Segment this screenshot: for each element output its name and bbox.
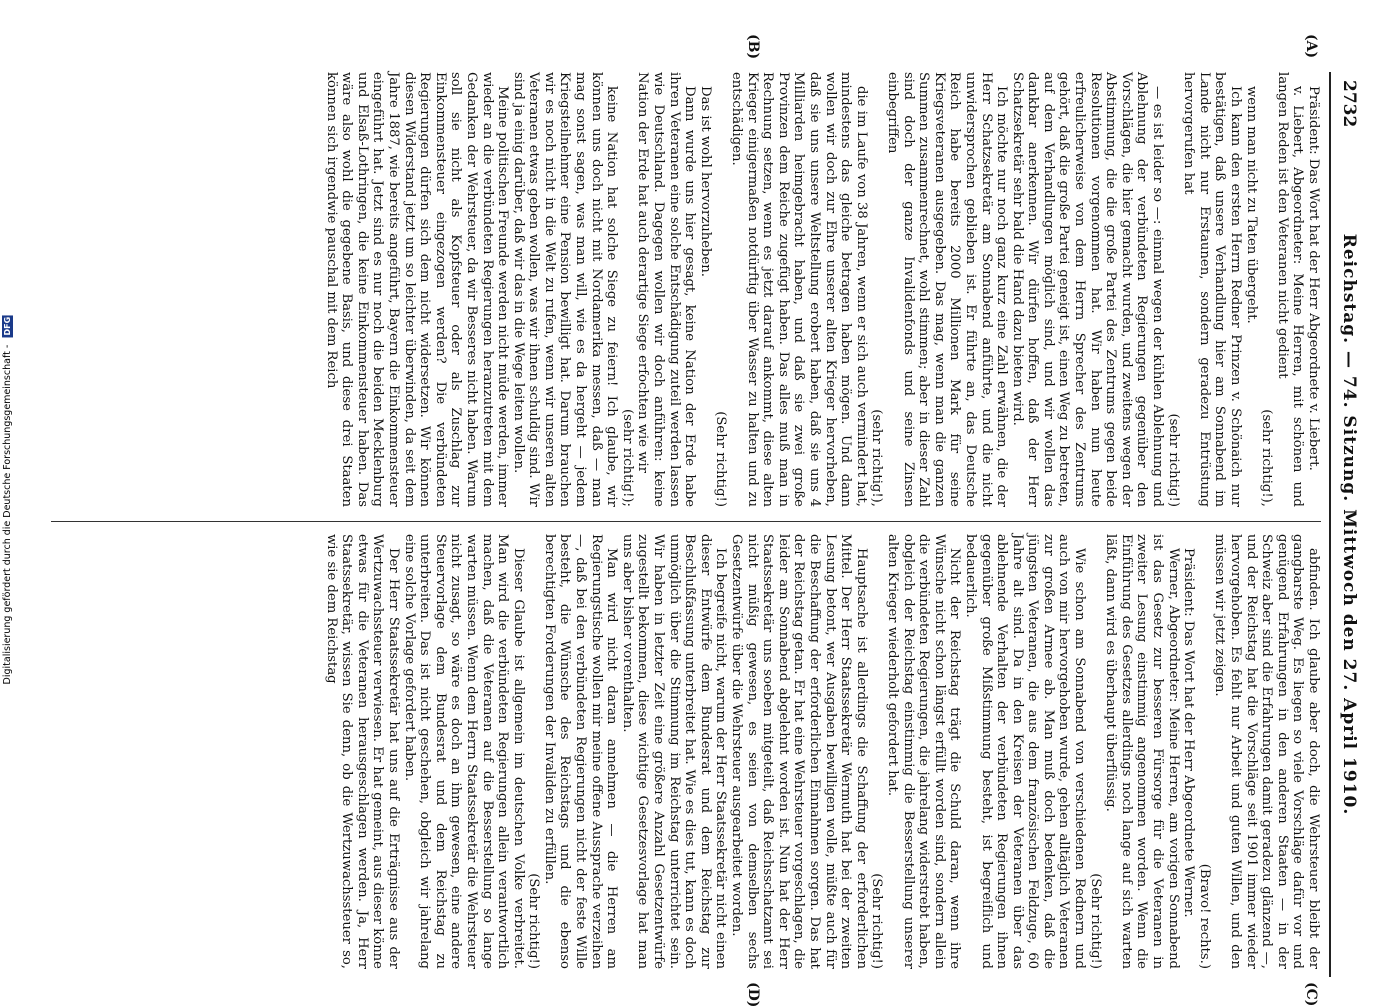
digitization-footer (0, 0, 14, 1000)
paragraph: (Sehr richtig!) (1087, 873, 1103, 969)
paragraph: (Bravo! rechts.) (1196, 863, 1212, 969)
paragraph: (Sehr richtig!) (526, 873, 542, 969)
paragraph: Nicht der Reichstag trägt die Schuld daran, wenn ihre Wünsche nicht schon längst erfüllt worden sind, sondern allein die verbündeten Regierungen, die jahrelang widerstrebt haben, obgleich der Reichstag einstimmig die Besserstellung unserer alten Krieger wiederholt gefordert hat. (884, 534, 963, 969)
margin-marker-c: (C) (1303, 982, 1319, 1007)
paragraph: Der Herr Staatssekretär hat uns auf die Erträgnisse aus der Wertzuwachssteuer verwiesen. Er hat gemeint, aus dieser könne etwas für die Veteranen herausgeschlagen werden. Ja, Herr Staatssekretär, wissen Sie denn, ob die Wertzuwachssteuer so, wie sie dem Reichstag (323, 534, 401, 969)
paragraph: die im Laufe von 38 Jahren, wenn er sich auch vermindert hat, mindestens das gleiche betragen haben mögen. Und dann wollen wir doch zur Ehre unserer alten Krieger hervorheben, daß sie uns unsere Weltstellung erobert haben, daß sie uns 4 Milliarden heimgebracht haben, und daß sie zwei große Provinzen dem Reiche zugefügt haben. Das alles muß man in Rechnung setzen, wenn es jetzt darauf ankommt, diese alten Krieger einigermaßen notdürftig über Wasser zu halten und zu entschädigen. (729, 72, 869, 507)
paragraph: (sehr richtig!), (869, 409, 885, 507)
right-text-column (323, 534, 1321, 969)
document-page (46, 34, 1361, 1007)
paragraph: (sehr richtig!); (619, 409, 635, 507)
column-separator (51, 521, 1321, 522)
paragraph: Präsident: Das Wort hat der Herr Abgeordnete Werner. (1181, 548, 1197, 918)
footer-text (2, 315, 13, 684)
margin-marker-d: (D) (745, 982, 761, 1007)
paragraph: Man wird nicht daran annehmen — die Herren am Regierungstische wollen mir meine offene Aussprache verzeihen —, daß bei den verbündeten Regierungen nicht der feste Wille besteht, die Wünsche des Reichstags und die ebenso berechtigten Forderungen der Invaliden zu erfüllen. (541, 534, 620, 969)
paragraph: Wie schon am Sonnabend von verschiedenen Rednern und auch von mir hervorgehoben wurde, gehen alltäglich Veteranen zur großen Armee ab. Man muß doch bedenken, daß die jüngsten Veteranen, die aus dem französischen Feldzuge, 60 Jahre alt sind. Da in den Kreisen der Veteranen über das ablehnende Verhalten der verbündeten Regierungen ihnen gegenüber große Mißstimmung besteht, ist begreiflich und bedauerlich. (962, 534, 1088, 969)
paragraph: v. Liebert, Abgeordneter: Meine Herren, mit schönen und langen Reden ist den Veteranen nicht gedient (1274, 72, 1306, 507)
margin-marker-a: (A) (1303, 34, 1319, 59)
page-number: 2732 (1339, 80, 1359, 128)
paragraph: (Sehr richtig!) (713, 411, 729, 507)
page-running-title: Reichstag. — 74. Sitzung. Mittwoch den 27. April 1910. (1339, 233, 1359, 816)
paragraph: Werner, Abgeordneter: Meine Herren, am vorigen Sonnabend ist das Gesetz zur besseren Fürsorge für die Veteranen in zweiter Lesung einstimmig angenommen worden. Wenn die Einführung des Gesetzes allerdings noch lange auf sich warten läßt, dann wird es überhaupt überflüssig. (1103, 534, 1181, 969)
paragraph: Das ist wohl hervorzuheben. (697, 86, 713, 277)
paragraph: abfinden. Ich glaube aber doch, die Wehrsteuer bleibt der gangbarste Weg. Es liegen so viele Vorschläge dafür vor und genügend Erfahrungen in den anderen Staaten — in der Schweiz aber sind die Erfahrungen damit geradezu glänzend —, und der Reichstag hat die Vorschläge seit 1901 immer wieder hervorgehoben. Es fehlt nur Arbeit und guten Willen, und den müssen wir jetzt zeigen. (1212, 534, 1321, 969)
footer-credit: Digitalisierung gefördert durch die Deutsche Forschungsgemeinschaft - (1, 344, 13, 685)
paragraph: — es ist leider so —: einmal wegen der kühlen Ablehnung und Ablehnung der verbündeten Regierungen gegenüber den Vorschlägen, die hier gemacht wurden, und zweitens wegen der Abstimmung, die die große Partei des Zentrums gegen beide Resolutionen vorgenommen hat. Wir haben nun heute erfreulicherweise von dem Herrn Sprecher des Zentrums gehört, daß die große Partei geneigt ist, einen Weg zu betreten, auf dem Verhandlungen möglich sind, und wir wollen das dankbar anerkennen. Wir dürfen hoffen, daß der Herr Schatzsekretär sehr bald die Hand dazu bieten wird. (1009, 72, 1166, 507)
left-text-column (323, 72, 1321, 507)
paragraph: Hauptsache ist allerdings die Schaffung der erforderlichen Mittel. Der Herr Staatssekretär Wermuth hat bei der zweiten Lesung betont, wer Ausgaben bewilligen wolle, müßte auch für die Beschaffung der erforderlichen Einnahmen sorgen. Das hat der Reichstag getan. Er hat eine Wehrsteuer vorgeschlagen, die leider am Sonnabend abgelehnt worden ist. Nun hat der Herr Staatssekretär uns soeben mitgeteilt, daß Reichsschatzamt sei nicht müßig gewesen, es seien von demselben sechs Gesetzentwürfe über die Wehrsteuer ausgearbeitet worden. (729, 534, 869, 969)
header-rule (1329, 72, 1331, 977)
paragraph: keine Nation hat solche Siege zu feiern! Ich glaube, wir können uns doch nicht mit Nordamerika messen, daß — man mag sonst sagen, was man will, wie es da hergeht — jedem Kriegsteilnehmer eine Pension bewilligt hat. Darum brauchen wir es noch nicht in die Welt zu rufen, wenn wir unseren alten Veteranen etwas geben wollen, was wir ihnen schuldig sind. Wir sind ja einig darüber, daß wir das in die Wege leiten wollen. (510, 72, 620, 507)
paragraph: wenn man nicht zu Taten übergeht. (1243, 86, 1259, 324)
dfg-logo: DFG (2, 317, 12, 336)
paragraph: (Sehr richtig!) (869, 873, 885, 969)
paragraph: Präsident: Das Wort hat der Herr Abgeordnete v. Liebert. (1306, 86, 1321, 471)
paragraph: Dann wurde uns hier gesagt, keine Nation der Erde habe ihren Veteranen eine solche Entschädigung zuteil werden lassen wie Deutschland. Dagegen wollen wir doch anführen: keine Nation der Erde hat auch derartige Siege erfochten wie wir (635, 72, 698, 507)
page-header (1335, 72, 1361, 977)
paragraph: Ich kann den ersten Herrn Redner Prinzen v. Schönaich nur bestätigen, daß unsere Verhandlung hier am Sonnabend im Lande nicht nur Erstaunen, sondern geradezu Entrüstung hervorgerufen hat (1181, 72, 1244, 507)
paragraph: Meine politischen Freunde werden nicht müde werden, immer wieder an die verbündeten Regierungen heranzutreten mit dem Gedanken der Wehrsteuer, da wir Besseres nicht haben. Warum soll sie nicht als Kopfsteuer oder als Zuschlag zur Einkommensteuer eingezogen werden? Die verbündeten Regierungen dürfen sich dem nicht widersetzen. Wir können diesen Widerstand jetzt um so leichter überwinden, da seit dem Jahre 1887, wie bereits angeführt, Bayern die Einkommensteuer eingeführt hat. Jetzt sind es nur noch die beiden Mecklenburg und Elsaß-Lothringen, die keine Einkommensteuer haben. Das wäre also wohl die gegebene Basis, und diese drei Staaten können sich irgendwie pauschal mit dem Reich (323, 72, 511, 507)
paragraph: (sehr richtig!), (1259, 409, 1275, 507)
margin-marker-b: (B) (745, 34, 761, 60)
paragraph: Ich möchte nur noch ganz kurz eine Zahl erwähnen, die der Herr Schatzsekretär am Sonnabend anführte, und die nicht unwidersprochen geblieben ist. Er führte an, das Deutsche Reich habe bereits 2000 Millionen Mark für seine Kriegsveteranen ausgegeben. Das mag, wenn man die ganzen Summen zusammenrechnet, wohl stimmen; aber in dieser Zahl sind doch der ganze Invalidenfonds und seine Zinsen einbegriffen (884, 72, 1010, 507)
paragraph: (sehr richtig!) (1165, 413, 1181, 507)
paragraph: Dieser Glaube ist allgemein im deutschen Volke verbreitet. Man wird die verbündeten Regierungen allein verantwortlich machen, daß die Veteranen auf die Besserstellung so lange warten müssen. Wenn dem Herrn Staatssekretär die Wehrsteuer nicht zusagt, so wäre es doch an ihm gewesen, eine andere Steuervorlage dem Bundesrat und dem Reichstag zu unterbreiten. Das ist nicht geschehen, obgleich wir jahrelang eine solche Vorlage gefordert haben. (401, 534, 526, 969)
paragraph: Ich begreife nicht, warum der Herr Staatssekretär nicht einen dieser Entwürfe dem Bundesrat und dem Reichstag zur Beschlußfassung unterbreitet hat. Wie es dies tut, kann es doch unmöglich über die Stimmung im Reichstag unterrichtet sein. Wir haben in letzter Zeit eine größere Anzahl Gesetzentwürfe zugestellt bekommen, diese wichtige Gesetzesvorlage hat man uns aber bisher vorenthalten. (619, 534, 729, 969)
